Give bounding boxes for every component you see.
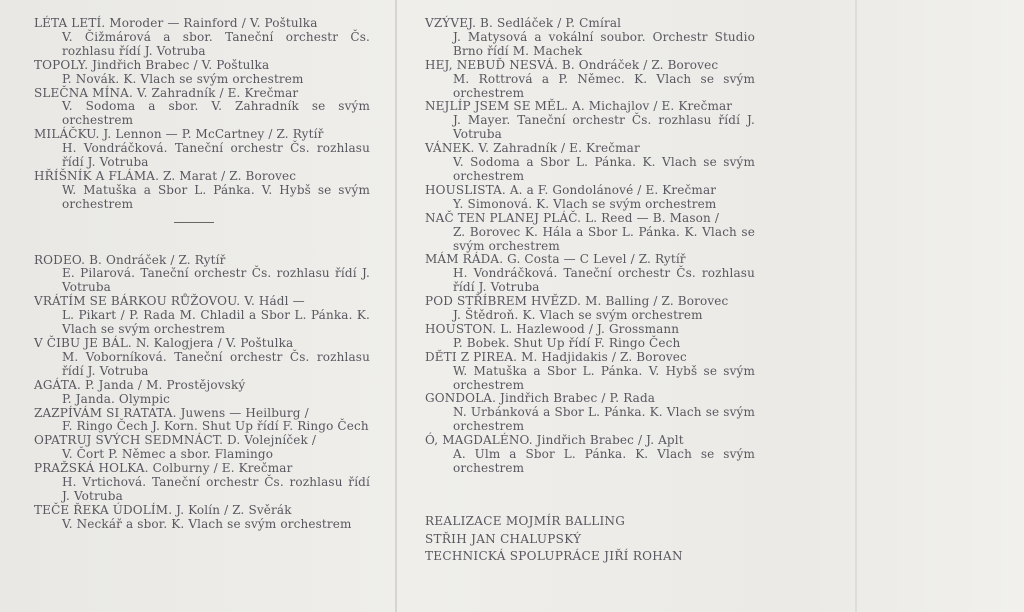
track-title-authors: VZÝVEJ. B. Sedláček / P. Cmíral [425,16,622,30]
track-title-authors: POD STŘÍBREM HVĚZD. M. Balling / Z. Borovec [425,294,729,309]
track-title-authors: TEČE ŘEKA ÚDOLÍM. J. Kolín / Z. Svěrák [34,502,292,517]
track-entry [34,407,370,435]
credit-editing: STŘIH JAN CHALUPSKÝ [425,531,582,546]
track-entry [34,59,370,87]
track-entry [34,170,370,212]
track-performers: J. Štědroň. K. Vlach se svým orchestrem [453,308,703,323]
track-entry [34,337,370,379]
track-performers: Z. Borovec K. Hála a Sbor L. Pánka. K. Vlach se svým orchestrem [453,224,755,253]
track-performers: V. Neckář a sbor. K. Vlach se svým orchestrem [62,516,352,531]
track-entry [425,17,755,59]
section-separator [174,208,214,223]
track-performers: H. Vondráčková. Taneční orchestr Čs. rozhlasu řídí J. Votruba [62,141,370,170]
track-performers: V. Čort P. Němec a sbor. Flamingo [62,447,274,462]
track-performers: A. Ulm a Sbor L. Pánka. K. Vlach se svým orchestrem [453,447,755,475]
track-performers: H. Vondráčková. Taneční orchestr Čs. rozhlasu řídí J. Votruba [453,266,755,295]
track-performers: Y. Simonová. K. Vlach se svým orchestrem [453,196,717,211]
track-entry [425,295,755,323]
fold-line-right [855,0,857,612]
production-credits [425,513,683,566]
track-title-authors: TOPOLY. Jindřich Brabec / V. Poštulka [34,57,270,72]
track-performers: M. Voborníková. Taneční orchestr Čs. rozhlasu řídí J. Votruba [62,349,370,378]
track-entry [425,253,755,295]
track-entry [34,254,370,296]
track-performers: P. Janda. Olympic [62,391,171,406]
track-entry [425,142,755,184]
track-title-authors: NEJLÍP JSEM SE MĚL. A. Michajlov / E. Krečmar [425,99,733,114]
track-title-authors: V ČIBU JE BÁL. N. Kalogjera / V. Poštulka [34,336,294,351]
track-entry [34,434,370,462]
fold-line-left [395,0,397,612]
track-performers: M. Rottrová a P. Němec. K. Vlach se svým orchestrem [453,71,755,100]
track-entry [34,87,370,129]
track-title-authors: AGÁTA. P. Janda / M. Prostějovský [34,377,246,392]
track-title-authors: OPATRUJ SVÝCH SEDMNÁCT. D. Volejníček / [34,433,317,448]
track-title-authors: Ó, MAGDALÉNO. Jindřich Brabec / J. Aplt [425,433,684,448]
credit-realization: REALIZACE MOJMÍR BALLING [425,514,626,528]
track-entry [425,212,755,254]
track-entry [34,128,370,170]
track-performers: J. Mayer. Taneční orchestr Čs. rozhlasu řídí J. Votruba [453,113,755,142]
track-title-authors: HOUSLISTA. A. a F. Gondolánové / E. Krečmar [425,182,717,197]
track-performers: J. Matysová a vokální soubor. Orchestr Studio Brno řídí M. Machek [453,29,755,58]
track-entry [34,462,370,504]
track-title-authors: HOUSTON. L. Hazlewood / J. Grossmann [425,321,680,336]
track-title-authors: MILÁČKU. J. Lennon — P. McCartney / Z. Rytíř [34,127,324,142]
track-title-authors: MÁM RÁDA. G. Costa — C Level / Z. Rytíř [425,252,686,267]
track-title-authors: DĚTI Z PIREA. M. Hadjidakis / Z. Borovec [425,349,687,364]
track-performers: P. Bobek. Shut Up řídí F. Ringo Čech [453,335,681,350]
track-title-authors: LÉTA LETÍ. Moroder — Rainford / V. Poštulka [34,16,318,30]
track-entry [425,184,755,212]
credit-technical: TECHNICKÁ SPOLUPRÁCE JIŘÍ ROHAN [425,549,683,563]
track-title-authors: NAČ TEN PLANEJ PLÁČ. L. Reed — B. Mason / [425,210,720,225]
track-entry [425,59,755,101]
track-list-side-a [34,17,370,212]
track-list-middle [425,17,755,476]
track-entry [34,17,370,59]
track-entry [425,351,755,393]
track-title-authors: PRAŽSKÁ HOLKA. Colburny / E. Krečmar [34,461,293,476]
track-title-authors: HEJ, NEBUĎ NESVÁ. B. Ondráček / Z. Borovec [425,57,719,72]
track-performers: E. Pilarová. Taneční orchestr Čs. rozhlasu řídí J. Votruba [62,266,370,295]
track-performers: V. Sodoma a sbor. V. Zahradník se svým orchestrem [62,99,370,128]
track-performers: W. Matuška a Sbor L. Pánka. V. Hybš se svým orchestrem [62,182,370,211]
track-entry [34,295,370,337]
track-title-authors: VÁNEK. V. Zahradník / E. Krečmar [425,141,640,156]
left-column [34,17,370,532]
track-entry [425,323,755,351]
track-title-authors: GONDOLA. Jindřich Brabec / P. Rada [425,391,656,406]
track-performers: F. Ringo Čech J. Korn. Shut Up řídí F. Ringo Čech [62,419,369,434]
track-performers: N. Urbánková a Sbor L. Pánka. K. Vlach se svým orchestrem [453,405,755,434]
track-performers: P. Novák. K. Vlach se svým orchestrem [62,71,304,86]
track-performers: V. Sodoma a Sbor L. Pánka. K. Vlach se svým orchestrem [453,155,755,183]
track-entry [34,504,370,532]
track-performers: W. Matuška a Sbor L. Pánka. V. Hybš se svým orchestrem [453,363,755,392]
track-performers: V. Čižmárová a sbor. Taneční orchestr Čs. rozhlasu řídí J. Votruba [62,29,370,58]
track-title-authors: HŘÍŠNÍK A FLÁMA. Z. Marat / Z. Borovec [34,168,297,183]
track-performers: H. Vrtichová. Taneční orchestr Čs. rozhlasu řídí J. Votruba [62,475,370,503]
track-entry [425,392,755,434]
track-title-authors: RODEO. B. Ondráček / Z. Rytíř [34,252,226,267]
track-title-authors: ZAZPÍVÁM SI RATATA. Juwens — Heilburg / [34,405,309,420]
track-list-side-b [34,254,370,532]
track-title-authors: VRÁTÍM SE BÁRKOU RŮŽOVOU. V. Hádl — [34,294,305,309]
track-performers: L. Pikart / P. Rada M. Chladil a Sbor L. Pánka. K. Vlach se svým orchestrem [62,308,370,337]
track-entry [34,379,370,407]
middle-column [425,17,755,476]
track-entry [425,100,755,142]
track-entry [425,434,755,476]
track-title-authors: SLEČNA MÍNA. V. Zahradník / E. Krečmar [34,85,299,100]
